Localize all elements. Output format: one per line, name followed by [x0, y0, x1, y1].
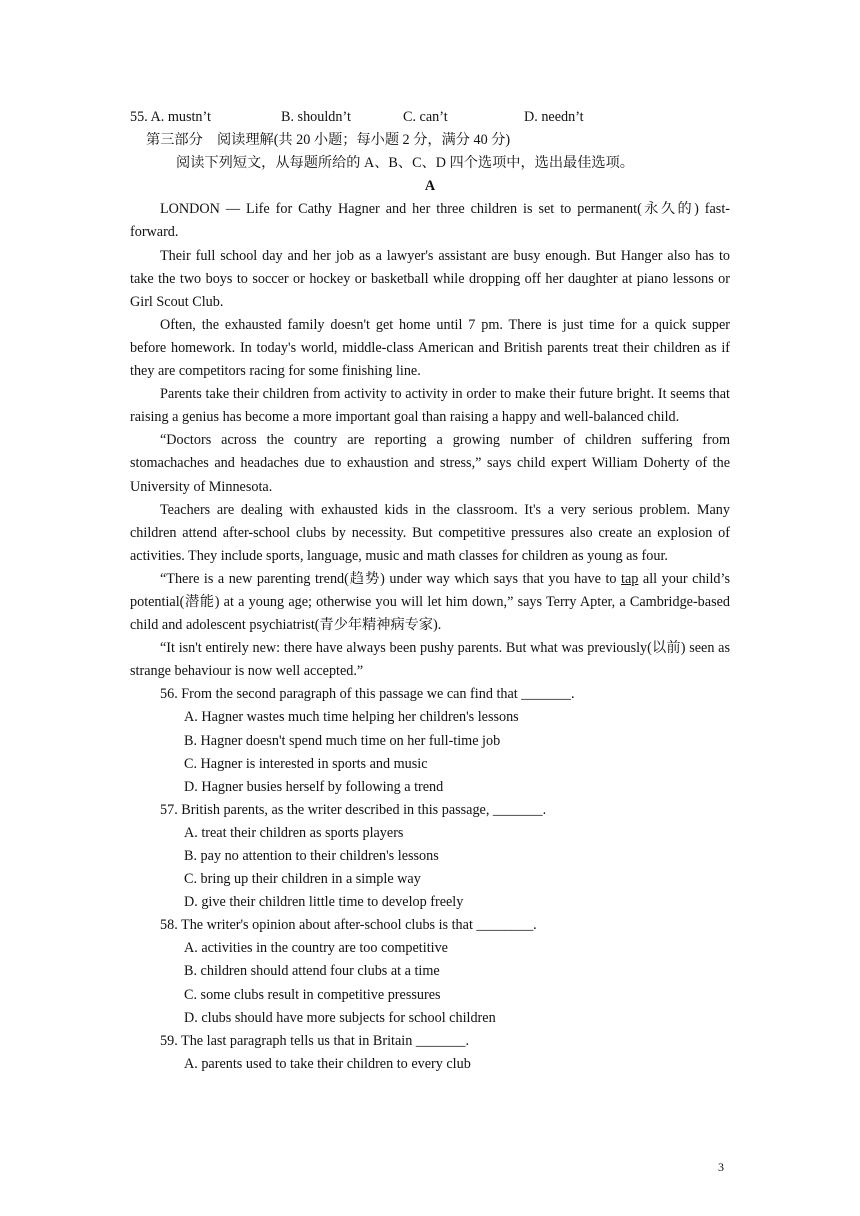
underlined-word: tap [621, 570, 639, 587]
q58-option-a: A. activities in the country are too competitive [184, 940, 448, 957]
q58-option-b: B. children should attend four clubs at a time [184, 963, 440, 980]
paragraph-2: Their full school day and her job as a lawyer's assistant are busy enough. But Hanger also has to take the two boys to soccer or hockey or basketball while dropping off her daughter at piano lessons or Girl Scout Club. [130, 247, 730, 310]
q56-option-a: A. Hagner wastes much time helping her children's lessons [184, 709, 519, 726]
q55-option-c: C. can’t [403, 109, 448, 125]
q56-option-d: D. Hagner busies herself by following a trend [184, 778, 444, 795]
paragraph-8: “It isn't entirely new: there have always been pushy parents. But what was previously(以前) seen as strange behaviour is now well accepted.” [130, 640, 730, 680]
page-content [130, 106, 730, 1076]
question-59-stem: 59. The last paragraph tells us that in Britain _______. [160, 1032, 470, 1049]
q59-option-a: A. parents used to take their children to every club [184, 1055, 471, 1072]
q57-option-a: A. treat their children as sports players [184, 824, 404, 841]
question-56-stem: 56. From the second paragraph of this passage we can find that _______. [160, 686, 575, 703]
q58-option-d: D. clubs should have more subjects for school children [184, 1009, 496, 1026]
question-57-stem: 57. British parents, as the writer described in this passage, _______. [160, 801, 547, 818]
q55-option-b: B. shouldn’t [281, 109, 351, 125]
question-58-stem: 58. The writer's opinion about after-school clubs is that ________. [160, 917, 537, 934]
q57-option-d: D. give their children little time to develop freely [184, 894, 464, 911]
page-number: 3 [718, 1160, 724, 1174]
section-title: 第三部分 阅读理解(共 20 小题；每小题 2 分，满分 40 分) [146, 132, 511, 149]
paragraph-7-after: all your child’s potential(潜能) at a young age; otherwise you will let him down,” says Terry Apter, a Cambridge-based child and adolescent psychiatrist(青少年精神病专家). [130, 570, 730, 634]
paragraph-3: Often, the exhausted family doesn't get home until 7 pm. There is just time for a quick supper before homework. In today's world, middle-class American and British parents treat their children as if they are competitors racing for some finishing line. [130, 316, 730, 380]
question-55-options [130, 106, 730, 129]
q55-option-a: 55. A. mustn’t [130, 109, 211, 125]
q55-option-d: D. needn’t [524, 109, 584, 125]
paragraph-7-before: “There is a new parenting trend(趋势) under way which says that you have to [160, 570, 622, 587]
paragraph-4: Parents take their children from activity to activity in order to make their future bright. It seems that raising a genius has become a more important goal than raising a happy and well-balanced child. [130, 386, 730, 426]
passage-label: A [424, 178, 436, 195]
paragraph-1: LONDON — Life for Cathy Hagner and her three children is set to permanent(永久的) fast-forward. [130, 201, 730, 241]
paragraph-6: Teachers are dealing with exhausted kids in the classroom. It's a very serious problem. Many children attend after-school clubs by necessity. But competitive pressures also create an explosion of activities. They include sports, language, music and math classes for children as young as four. [130, 501, 730, 564]
paragraph-5: “Doctors across the country are reporting a growing number of children suffering from stomachaches and headaches due to exhaustion and stress,” says child expert William Doherty of the University of Minnesota. [130, 432, 730, 495]
q58-option-c: C. some clubs result in competitive pressures [184, 986, 441, 1003]
instruction: 阅读下列短文，从每题所给的 A、B、C、D 四个选项中，选出最佳选项。 [176, 155, 634, 172]
q56-option-b: B. Hagner doesn't spend much time on her full-time job [184, 732, 501, 749]
paragraph-7 [130, 568, 730, 637]
q57-option-c: C. bring up their children in a simple way [184, 871, 421, 888]
q56-option-c: C. Hagner is interested in sports and music [184, 755, 428, 772]
q57-option-b: B. pay no attention to their children's lessons [184, 848, 439, 864]
